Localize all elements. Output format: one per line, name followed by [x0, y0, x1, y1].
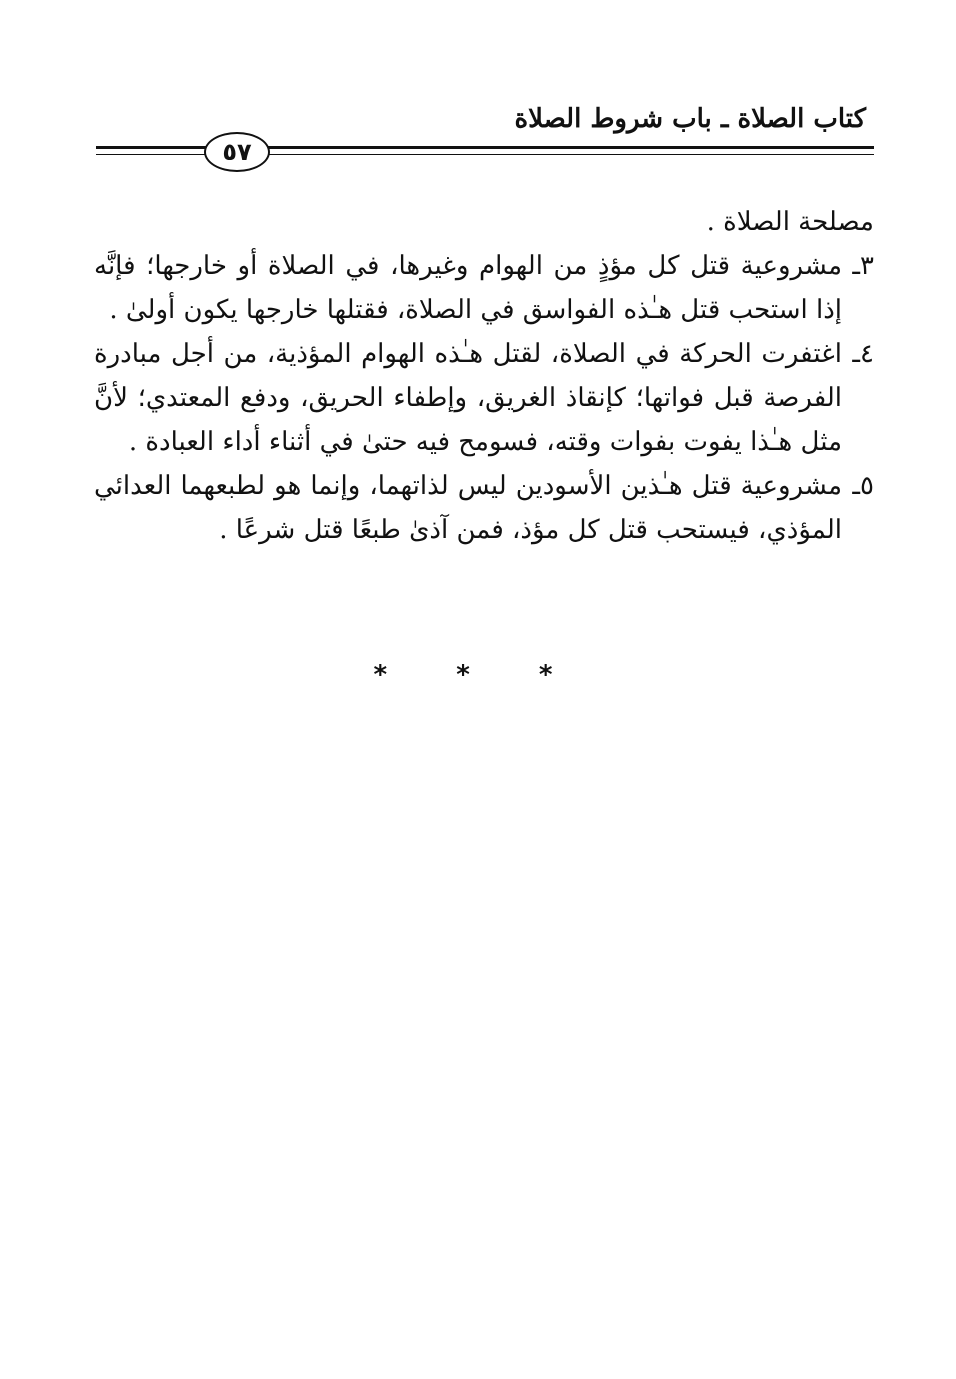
- list-item: [94, 332, 874, 464]
- list-item: [94, 464, 874, 552]
- body-text: [94, 200, 874, 552]
- item-number: ٤ـ: [852, 339, 874, 369]
- header-rule-left-thin: [96, 154, 206, 155]
- header-rule-left-thick: [96, 146, 206, 149]
- page-header: [96, 104, 876, 174]
- running-title: كتاب الصلاة ـ باب شروط الصلاة: [514, 104, 866, 134]
- item-number: ٣ـ: [852, 251, 874, 281]
- list-item: [94, 244, 874, 332]
- intro-paragraph: مصلحة الصلاة .: [706, 207, 874, 237]
- item-text: مشروعية قتل هـٰذين الأسودين ليس لذاتهما، وإنما هو لطبعهما العدائي المؤذي، فيستحب قتل كل مؤذ، فمن آذىٰ طبعًا قتل شرعًا .: [94, 471, 842, 545]
- page-number: ٥٧: [204, 132, 270, 172]
- header-rule-right-thick: [268, 146, 874, 149]
- item-number: ٥ـ: [852, 471, 874, 501]
- item-text: مشروعية قتل كل مؤذٍ من الهوام وغيرها، في الصلاة أو خارجها؛ فإنَّه إذا استحب قتل هـٰذه الفواسق في الصلاة، فقتلها خارجها يكون أولىٰ .: [94, 251, 842, 325]
- item-text: اغتفرت الحركة في الصلاة، لقتل هـٰذه الهوام المؤذية، من أجل مبادرة الفرصة قبل فواتها؛ كإنقاذ الغريق، وإطفاء الحريق، ودفع المعتدي؛ لأنَّ مثل هـٰذا يفوت بفوات وقته، فسومح فيه حتىٰ في أثناء أداء العبادة .: [94, 339, 842, 457]
- header-rule-right-thin: [268, 154, 874, 155]
- section-separator: * * *: [373, 660, 583, 690]
